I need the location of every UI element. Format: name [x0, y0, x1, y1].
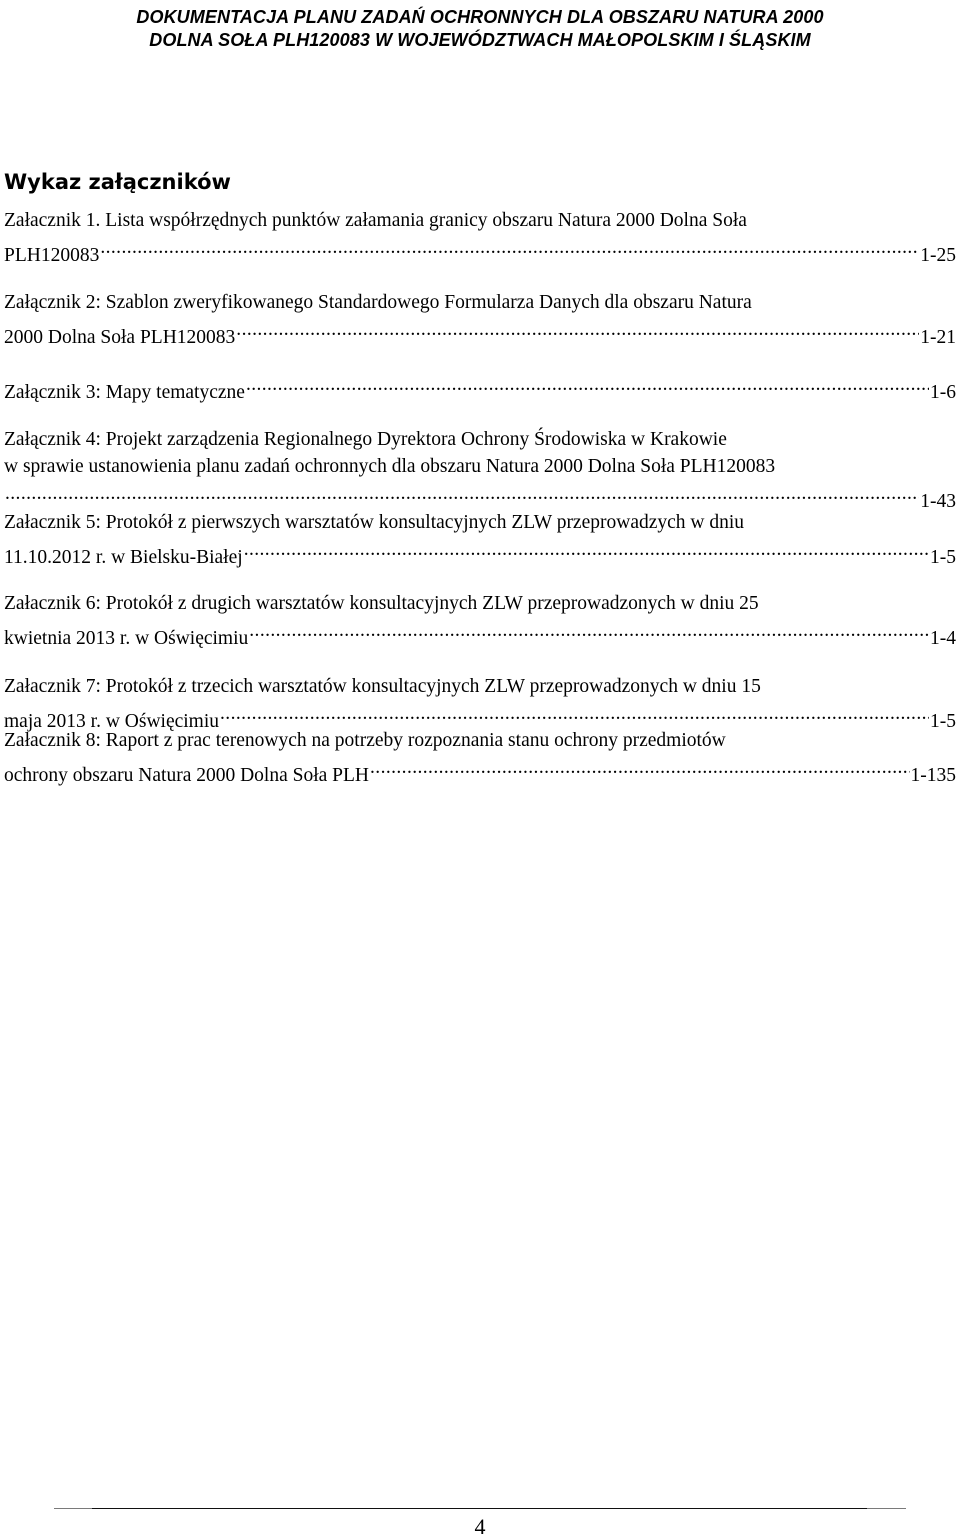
- toc-entry-6-text: Załacznik 6: Protokół z drugich warsztatów konsultacyjnych ZLW przeprowadzonych w dniu 25: [4, 593, 759, 614]
- toc-entry-5-page: 1-5: [930, 547, 956, 568]
- toc-entry-3[interactable]: [4, 371, 956, 403]
- header-line-2: DOLNA SOŁA PLH120083 W WOJEWÓDZTWACH MAŁOPOLSKIM I ŚLĄSKIM: [149, 30, 811, 50]
- toc-entry-1-text-end: PLH120083: [4, 245, 100, 266]
- dot-leader: [369, 754, 909, 781]
- toc-entry-5[interactable]: [4, 509, 956, 568]
- toc-entry-6-text-end: kwietnia 2013 r. w Oświęcimiu: [4, 628, 249, 649]
- page-header: [0, 6, 960, 52]
- toc-entry-7-page: 1-5: [930, 711, 956, 732]
- toc-entry-8[interactable]: [4, 727, 956, 786]
- toc-entry-4-text-line-2: w sprawie ustanowienia planu zadań ochronnych dla obszaru Natura 2000 Dolna Soła PLH120083: [4, 456, 776, 477]
- toc-entry-6[interactable]: [4, 590, 956, 649]
- toc-entry-8-page: 1-135: [910, 765, 956, 786]
- toc-entry-8-text-end: ochrony obszaru Natura 2000 Dolna Soła PLH: [4, 765, 370, 786]
- toc-entry-1[interactable]: [4, 207, 956, 266]
- toc-entry-8-text: Załacznik 8: Raport z prac terenowych na potrzeby rozpoznania stanu ochrony przedmiotów: [4, 730, 726, 751]
- dot-leader: [99, 234, 919, 261]
- toc-entry-5-text-end: 11.10.2012 r. w Bielsku-Białej: [4, 547, 243, 568]
- dot-leader: [4, 480, 919, 507]
- toc-entry-7[interactable]: [4, 673, 956, 732]
- toc-entry-1-text: Załacznik 1. Lista współrzędnych punktów załamania granicy obszaru Natura 2000 Dolna Soła: [4, 210, 747, 231]
- toc-entry-4-text-line-1: Załącznik 4: Projekt zarządzenia Regionalnego Dyrektora Ochrony Środowiska w Krakowie: [4, 429, 727, 450]
- toc-entry-4[interactable]: [4, 426, 956, 512]
- footer-rule-accent: [92, 1508, 867, 1509]
- toc-entry-4-page: 1-43: [920, 491, 956, 512]
- toc-entry-5-text: Załacznik 5: Protokół z pierwszych warsztatów konsultacyjnych ZLW przeprowadzych w dniu: [4, 512, 745, 533]
- dot-leader: [219, 700, 929, 727]
- dot-leader: [245, 371, 929, 398]
- dot-leader: [235, 316, 919, 343]
- dot-leader: [248, 617, 929, 644]
- toc-entry-2-text-end: 2000 Dolna Soła PLH120083: [4, 327, 236, 348]
- toc-entry-6-page: 1-4: [930, 628, 956, 649]
- toc-entry-7-text: Załacznik 7: Protokół z trzecich warsztatów konsultacyjnych ZLW przeprowadzonych w dniu 15: [4, 676, 761, 697]
- toc-entry-3-page: 1-6: [930, 382, 956, 403]
- toc-entry-2-text: Załącznik 2: Szablon zweryfikowanego Standardowego Formularza Danych dla obszaru Natura: [4, 292, 752, 313]
- dot-leader: [243, 536, 929, 563]
- toc-entry-1-page: 1-25: [920, 245, 956, 266]
- page-number: 4: [474, 1514, 486, 1539]
- toc-entry-2-page: 1-21: [920, 327, 956, 348]
- toc-entry-2[interactable]: [4, 289, 956, 348]
- toc-entry-7-text-end: maja 2013 r. w Oświęcimiu: [4, 711, 220, 732]
- toc-entry-3-text: Załącznik 3: Mapy tematyczne: [4, 382, 245, 403]
- toc-title: Wykaz załączników: [4, 170, 231, 194]
- header-line-1: DOKUMENTACJA PLANU ZADAŃ OCHRONNYCH DLA OBSZARU NATURA 2000: [136, 7, 824, 27]
